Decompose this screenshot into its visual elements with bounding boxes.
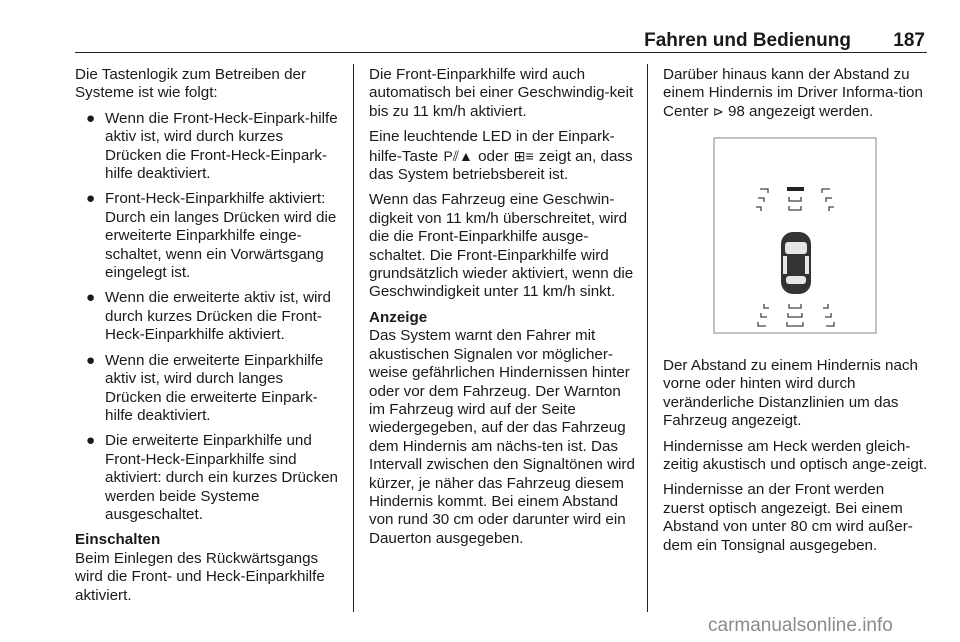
speed-paragraph: Wenn das Fahrzeug eine Geschwin-digkeit von 11 km/h überschreitet, wird die die Front-Einparkhilfe ausge-schaltet. Die Front-Einparkhilfe wird grundsätzlich wieder aktiviert, wenn die Geschwindigkeit unter 11 km/h sinkt. — [369, 191, 634, 301]
page-reference-arrow-icon: ⊳ — [712, 103, 724, 119]
column-3 — [663, 66, 929, 128]
front-active-segment — [787, 187, 804, 191]
parking-display-graphic — [648, 128, 926, 340]
front-obstacles-paragraph: Hindernisse an der Front werden zuerst optisch angezeigt. Bei einem Abstand von unter 80 cm wird außer-dem ein Tonsignal ausgegeben. — [663, 481, 913, 554]
einschalten-paragraph: Beim Einlegen des Rückwärtsgangs wird die Front- und Heck-Einparkhilfe aktiviert. — [75, 549, 325, 604]
bullet-icon: ● — [86, 432, 96, 450]
page-title: Fahren und Bedienung — [644, 30, 851, 51]
dic-paragraph: Darüber hinaus kann der Abstand zu einem Hindernis im Driver Informa-tion Center ⊳ 98 angezeigt werden. — [663, 66, 923, 120]
list-item: ● Front-Heck-Einparkhilfe aktiviert: Durch ein langes Drücken wird die erweiterte Einparkhilfe einge-schaltet, wenn ein Vorwärtsgang eingelegt ist. — [86, 190, 337, 282]
distance-lines-paragraph: Der Abstand zu einem Hindernis nach vorne oder hinten wird durch veränderliche Distanzlinien um das Fahrzeug angezeigt. — [663, 357, 918, 430]
button-logic-list — [75, 110, 343, 525]
auto-activation-paragraph: Die Front-Einparkhilfe wird auch automatisch bei einer Geschwindig-keit bis zu 11 km/h aktiviert. — [369, 66, 634, 120]
parking-assist-key-icon: P⫽▲ — [443, 147, 473, 164]
parking-distance-illustration — [648, 128, 926, 340]
list-item: ● Wenn die erweiterte aktiv ist, wird durch kurzes Drücken die Front-Heck-Einparkhilfe aktiviert. — [86, 289, 331, 344]
car-top-view-icon — [781, 232, 811, 294]
warning-paragraph: Das System warnt den Fahrer mit akustischen Signalen vor möglicher-weise gefährlichen Hindernissen hinter oder vor dem Fahrzeug. Der Warnton im Fahrzeug wird auf der Seite wiedergegeben, auf der das Fahrzeug dem Hindernis am nächs-ten ist. Das Intervall zwischen den Signaltönen wird kürzer, je näher das Fahrzeug diesem Hindernis kommt. Bei einem Abstand von rund 30 cm oder darunter wird ein Dauerton ausgegeben. — [369, 327, 635, 547]
advanced-parking-key-icon: ⊞≡ — [513, 147, 534, 164]
column-1 — [75, 66, 343, 612]
watermark-text: carmanualsonline.info — [708, 615, 893, 636]
rear-obstacles-paragraph: Hindernisse am Heck werden gleich-zeitig akustisch und optisch ange-zeigt. — [663, 437, 928, 474]
intro-paragraph: Die Tastenlogik zum Betreiben der Systeme ist wie folgt: — [75, 66, 307, 102]
list-item: ● Wenn die erweiterte Einparkhilfe aktiv ist, wird durch langes Drücken die erweiterte Einpark-hilfe deaktiviert. — [86, 351, 324, 424]
column-2 — [369, 66, 637, 555]
list-item: ● Die erweiterte Einparkhilfe und Front-Heck-Einparkhilfe sind aktiviert: durch ein kurzes Drücken werden beide Systeme ausgeschaltet. — [86, 432, 338, 523]
page-number: 187 — [893, 30, 925, 51]
column-divider-1 — [353, 64, 354, 612]
section-heading-anzeige: Anzeige — [369, 308, 428, 326]
header-divider — [75, 52, 927, 53]
page-header — [75, 30, 927, 54]
bullet-icon: ● — [86, 190, 96, 208]
led-paragraph: Eine leuchtende LED in der Einpark-hilfe-Taste P⫽▲ oder ⊞≡ zeigt an, dass das System betriebsbereit ist. — [369, 128, 633, 184]
list-item: ● Wenn die Front-Heck-Einpark-hilfe aktiv ist, wird durch kurzes Drücken die Front-Heck-Einpark-hilfe deaktiviert. — [86, 109, 338, 183]
bullet-icon: ● — [86, 289, 96, 307]
bullet-icon: ● — [86, 351, 96, 369]
bullet-icon: ● — [86, 109, 96, 127]
column-3-lower — [663, 357, 929, 562]
section-heading-einschalten: Einschalten — [75, 531, 161, 549]
